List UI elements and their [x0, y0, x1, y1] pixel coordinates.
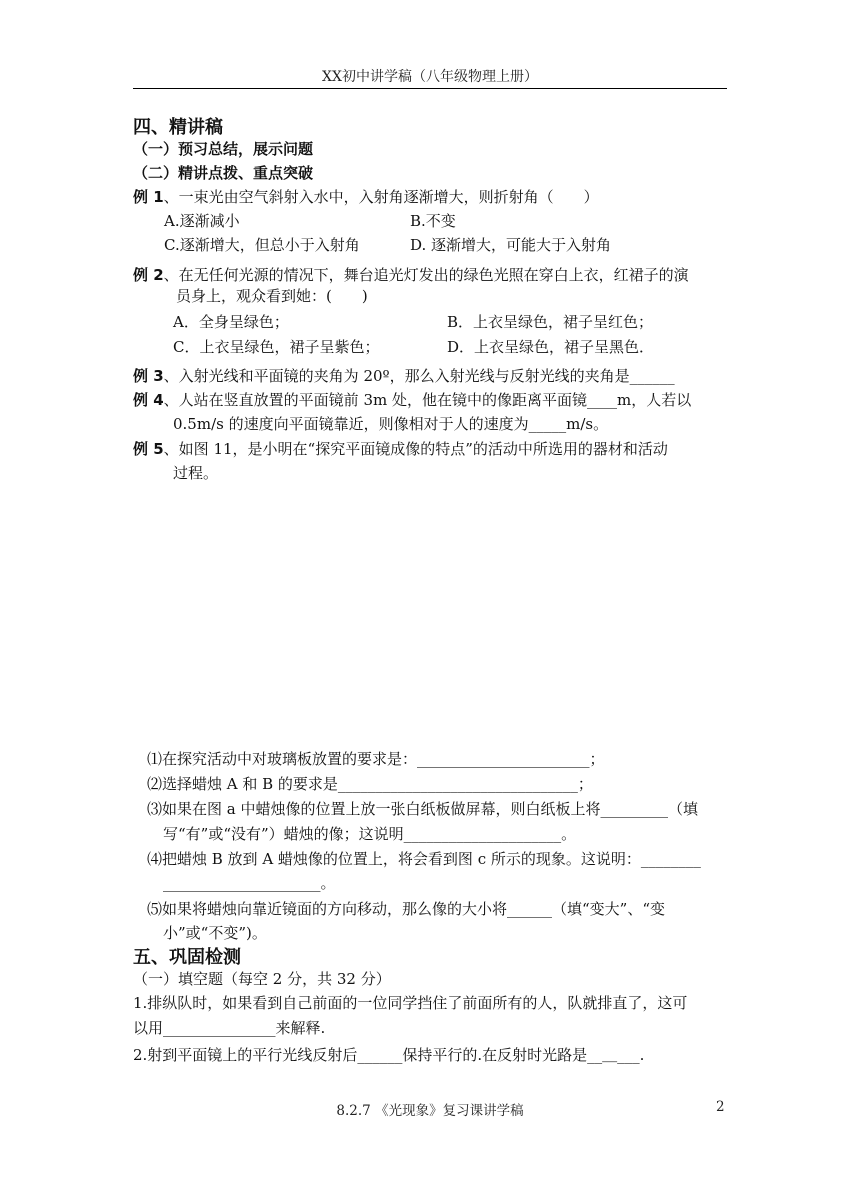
- example-2-line-2: 员身上，观众看到她：( ): [176, 287, 368, 305]
- example-5-question: [133, 437, 668, 461]
- section-5-sub-1: （一）填空题（每空 2 分，共 32 分）: [133, 970, 391, 988]
- question-5-line-2: 小”或“不变”)。: [163, 924, 267, 942]
- question-4-line-1: ⑷把蜡烛 B 放到 A 蜡烛像的位置上，将会看到图 c 所示的现象。这说明：________: [147, 850, 701, 868]
- example-2-option-c: C．上衣呈绿色，裙子呈紫色；: [173, 338, 380, 356]
- example-1-text: 、一束光由空气斜射入水中，入射角逐渐增大，则折射角（ ）: [163, 188, 599, 206]
- example-1-option-d: D. 逐渐增大，可能大于入射角: [410, 236, 612, 254]
- question-1: ⑴在探究活动中对玻璃板放置的要求是：_______________________；: [147, 750, 605, 768]
- example-2-option-a: A．全身呈绿色；: [173, 313, 289, 331]
- question-5-line-1: ⑸如果将蜡烛向靠近镜面的方向移动，那么像的大小将______（填“变大”、“变: [147, 900, 666, 918]
- example-2-line-1: 、在无任何光源的情况下，舞台追光灯发出的绿色光照在穿白上衣，红裙子的演: [163, 266, 689, 284]
- header-rule: [133, 88, 727, 89]
- example-4-question: [133, 388, 691, 412]
- example-3-question: [133, 364, 675, 388]
- section-5-title: 五、巩固检测: [133, 947, 241, 968]
- example-1-label: 例 1: [133, 188, 164, 206]
- example-1-question: [133, 185, 599, 209]
- figure-placeholder: [133, 490, 727, 740]
- question-2: ⑵选择蜡烛 A 和 B 的要求是________________________________；: [147, 775, 593, 793]
- section-4-title: 四、精讲稿: [133, 117, 223, 138]
- example-2-label: 例 2: [133, 266, 164, 284]
- example-3-label: 例 3: [133, 367, 164, 385]
- section-4-sub-1: （一）预习总结，展示问题: [133, 140, 314, 158]
- example-2-option-d: D．上衣呈绿色，裙子呈黑色．: [447, 338, 655, 356]
- page-header-title: XX初中讲学稿（八年级物理上册）: [322, 69, 538, 85]
- example-5-line-2: 过程。: [173, 464, 219, 482]
- section-5-item-1-line-2: 以用_______________来解释.: [133, 1019, 326, 1037]
- footer-page-number: 2: [716, 1099, 725, 1115]
- example-2-option-b: B．上衣呈绿色，裙子呈红色；: [447, 313, 654, 331]
- example-3-text: 、入射光线和平面镜的夹角为 20º，那么入射光线与反射光线的夹角是______: [163, 367, 675, 385]
- footer-title: 8.2.7 《光现象》复习课讲学稿: [336, 1103, 524, 1119]
- example-5-line-1: 、如图 11，是小明在“探究平面镜成像的特点”的活动中所选用的器材和活动: [163, 440, 668, 458]
- example-4-line-2: 0.5m/s 的速度向平面镜靠近，则像相对于人的速度为_____m/s。: [173, 415, 609, 433]
- section-5-item-2: 2.射到平面镜上的平行光线反射后______保持平行的.在反射时光路是__＿___.: [133, 1046, 645, 1064]
- question-3-line-1: ⑶如果在图 a 中蜡烛像的位置上放一张白纸板做屏幕，则白纸板上将_________（填: [147, 800, 698, 818]
- section-4-sub-2: （二）精讲点拨、重点突破: [133, 164, 314, 182]
- example-4-label: 例 4: [133, 391, 164, 409]
- example-4-line-1: 、人站在竖直放置的平面镜前 3m 处，他在镜中的像距离平面镜____m，人若以: [163, 391, 692, 409]
- question-3-line-2: 写“有”或“没有”）蜡烛的像；这说明_____________________。: [163, 825, 577, 843]
- example-1-option-a: A.逐渐减小: [164, 212, 240, 230]
- example-1-option-c: C.逐渐增大，但总小于入射角: [164, 236, 360, 254]
- question-4-line-2: _____________________。: [163, 874, 336, 892]
- example-1-option-b: B.不变: [410, 212, 456, 230]
- example-5-label: 例 5: [133, 440, 164, 458]
- section-5-item-1-line-1: 1.排纵队时，如果看到自己前面的一位同学挡住了前面所有的人，队就排直了，这可: [133, 994, 688, 1012]
